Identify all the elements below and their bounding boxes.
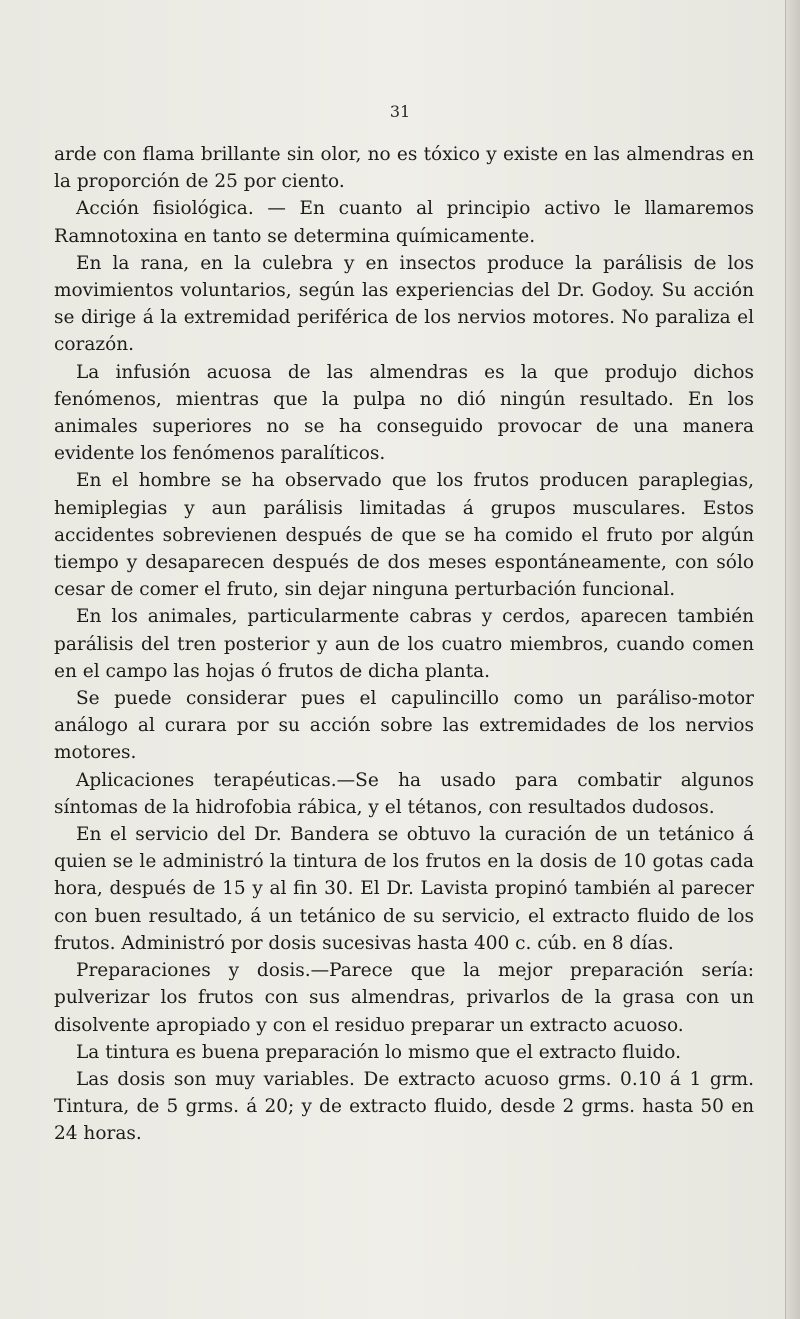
paragraph (54, 957, 754, 1039)
paragraph (54, 250, 754, 359)
paragraph-text: — En cuanto al principio activo le llamaremos Ramnotoxina en tanto se determina químicamente. (54, 198, 755, 247)
paragraph (54, 685, 754, 767)
paragraph (54, 767, 754, 821)
paragraph-text: En el hombre se ha observado que los frutos producen paraplegias, hemiplegias y aun parálisis limitadas á grupos musculares. Estos accidentes sobrevienen después de que se ha comido el fruto por algún tiempo y desaparecen después de dos meses espontáneamente, con sólo cesar de comer el fruto, sin dejar ninguna perturbación funcional. (54, 470, 754, 601)
paragraph-text: Las dosis son muy variables. De extracto acuoso grms. 0.10 á 1 grm. Tintura, de 5 grms. á 20; y de extracto fluido, desde 2 grms. hasta 50 en 24 horas. (54, 1068, 754, 1145)
paragraph-text: Se puede considerar pues el capulincillo como un paráliso-motor análogo al curara por su acción sobre las extremidades de los nervios motores. (54, 688, 754, 764)
paragraph-text: En la rana, en la culebra y en insectos produce la parálisis de los movimientos voluntarios, según las experiencias del Dr. Godoy. Su acción se dirige á la extremidad periférica de los nervios motores. No paraliza el corazón. (54, 252, 754, 356)
paragraph (54, 603, 754, 685)
paragraph (54, 195, 754, 249)
paragraph-text: —Parece que la mejor preparación sería: pulverizar los frutos con sus almendras, privarlos de la grasa con un disolvente apropiado y con el residuo preparar un extracto acuoso. (54, 960, 754, 1036)
body-text (54, 141, 754, 1148)
page-edge (785, 0, 800, 1319)
paragraph (54, 359, 754, 468)
section-heading: Acción fisiológica. (76, 198, 254, 220)
section-heading: Aplicaciones terapéuticas. (76, 769, 337, 791)
paragraph-text: En los animales, particularmente cabras y cerdos, aparecen también parálisis del tren posterior y aun de los cuatro miembros, cuando comen en el campo las hojas ó frutos de dicha planta. (54, 606, 754, 682)
section-heading: Preparaciones y dosis. (76, 960, 311, 982)
paragraph (54, 467, 754, 603)
paragraph-text: La tintura es buena preparación lo mismo que el extracto fluido. (76, 1041, 681, 1063)
paragraph (54, 821, 754, 957)
paragraph-text: La infusión acuosa de las almendras es la que produjo dichos fenómenos, mientras que la pulpa no dió ningún resultado. En los animales superiores no se ha conseguido provocar de una manera evidente los fenómenos paralíticos. (54, 361, 754, 465)
paragraph (54, 1039, 754, 1066)
paragraph-text: arde con flama brillante sin olor, no es tóxico y existe en las almendras en la proporción de 25 por ciento. (54, 144, 754, 193)
paragraph (54, 141, 754, 195)
paragraph (54, 1066, 754, 1148)
paragraph-text: En el servicio del Dr. Bandera se obtuvo la curación de un tetánico á quien se le administró la tintura de los frutos en la dosis de 10 gotas cada hora, después de 15 y al fin 30. El Dr. Lavista propinó también al parecer con buen resultado, á un tetánico de su servicio, el extracto fluido de los frutos. Administró por dosis sucesivas hasta 400 c. cúb. en 8 días. (54, 824, 754, 954)
paragraph-text: —Se ha usado para combatir algunos síntomas de la hidrofobia rábica, y el tétanos, con resultados dudosos. (54, 769, 754, 818)
page-number: 31 (389, 102, 411, 121)
